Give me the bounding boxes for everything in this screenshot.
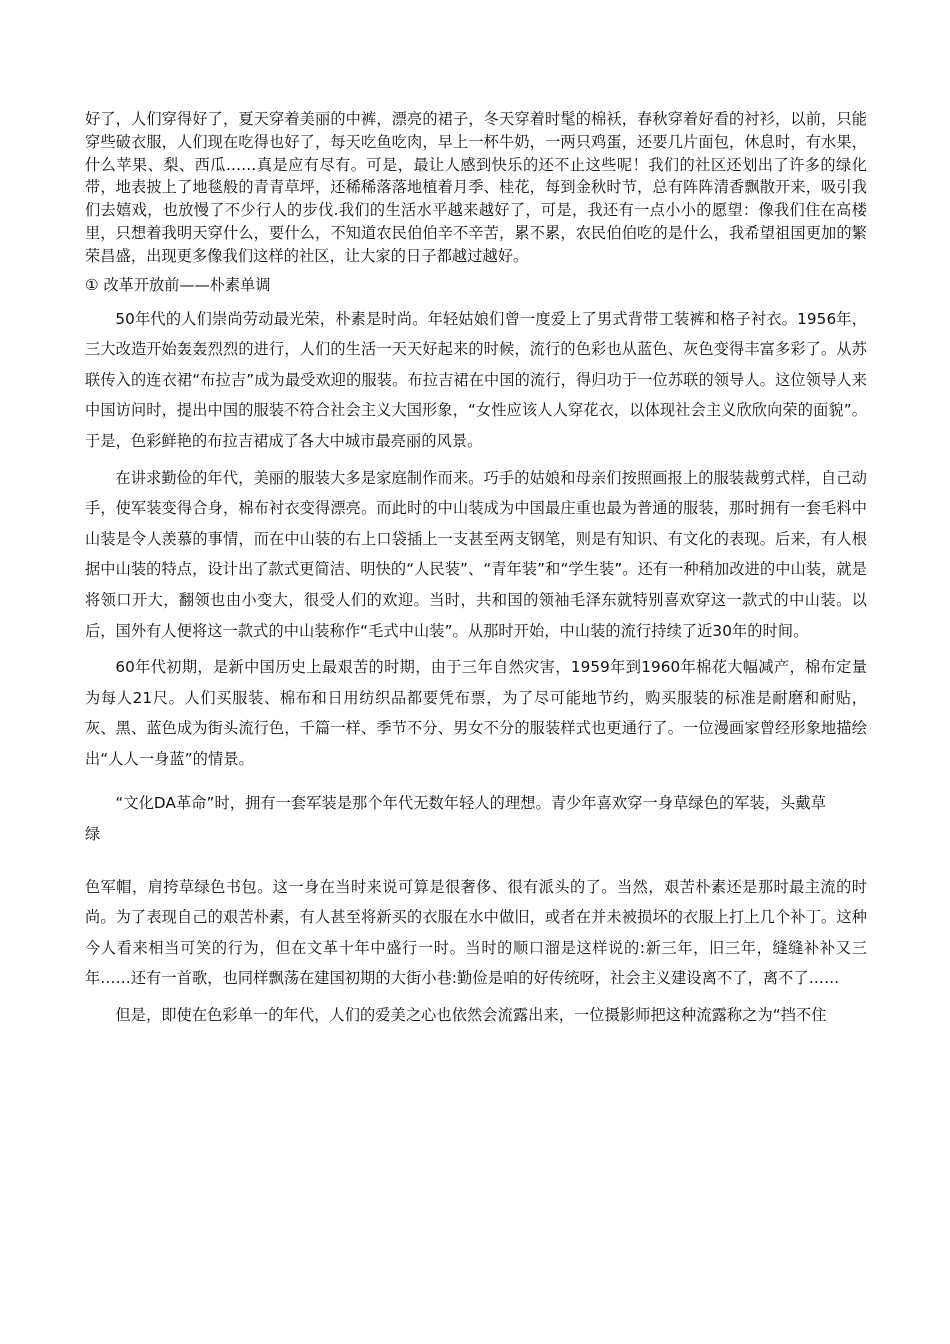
paragraph-cultural-revolution	[85, 788, 867, 849]
paragraph-1960s: 60年代初期，是新中国历史上最艰苦的时期，由于三年自然灾害，1959年到1960年棉花大幅减产，棉布定量为每人21尺。人们买服装、棉布和日用纺织品都要凭布票，为了尽可能地节约，购买服装的标准是耐磨和耐贴，灰、黑、蓝色成为街头流行色，千篇一样、季节不分、男女不分的服装样式也更通行了。一位漫画家曾经形象地描绘出“人人一身蓝”的情景。	[85, 658, 867, 768]
paragraph-cultural-revolution-line2: 绿	[85, 825, 101, 844]
paragraph-cultural-revolution-line1: “文化DA革命”时，拥有一套军装是那个年代无数年轻人的理想。青少年喜欢穿一身草绿色的军装，头戴草	[115, 794, 826, 813]
paragraph-continued: 色军帽，肩挎草绿色书包。这一身在当时来说可算是很奢侈、很有派头的了。当然，艰苦朴素还是那时最主流的时尚。为了表现自己的艰苦朴素，有人甚至将新买的衣服在水中做旧，或者在并未被损坏的衣服上打上几个补丁。这种今人看来相当可笑的行为，但在文革十年中盛行一时。当时的顺口溜是这样说的:新三年，旧三年，缝缝补补又三年……还有一首歌，也同样飘荡在建国初期的大街小巷:勤俭是咱的好传统呀，社会主义建设离不了，离不了……	[85, 877, 867, 988]
paragraph-1950s: 50年代的人们崇尚劳动最光荣，朴素是时尚。年轻姑娘们曾一度爱上了男式背带工装裤和格子衬衣。1956年，三大改造开始轰轰烈烈的进行，人们的生活一天天好起来的时候，流行的色彩也从蓝色、灰色变得丰富多彩了。从苏联传入的连衣裙“布拉吉”成为最受欢迎的服装。布拉吉裙在中国的流行，得归功于一位苏联的领导人。这位领导人来中国访问时，提出中国的服装不符合社会主义大国形象，“女性应该人人穿花衣，以体现社会主义欣欣向荣的面貌”。于是，色彩鲜艳的布拉吉裙成了各大中城市最亮丽的风景。	[85, 309, 867, 450]
paragraph-beauty: 但是，即使在色彩单一的年代，人们的爱美之心也依然会流露出来，一位摄影师把这种流露称之为“挡不住	[115, 1006, 827, 1025]
intro-paragraph: 好了，人们穿得好了，夏天穿着美丽的中裤，漂亮的裙子，冬天穿着时髦的棉袄，春秋穿着好看的衬衫，以前，只能穿些破衣服，人们现在吃得也好了，每天吃鱼吃肉，早上一杯牛奶，一两只鸡蛋，还要几片面包，休息时，有水果，什么苹果、梨、西瓜……真是应有尽有。可是，最让人感到快乐的还不止这些呢！我们的社区还划出了许多的绿化带，地表披上了地毯般的青青草坪，还稀稀落落地植着月季、桂花，每到金秋时节，总有阵阵清香飘散开来，吸引我们去嬉戏，也放慢了不少行人的步伐.我们的生活水平越来越好了，可是，我还有一点小小的愿望：像我们住在高楼里，只想着我明天穿什么，要什么，不知道农民伯伯辛不辛苦，累不累，农民伯伯吃的是什么，我希望祖国更加的繁荣昌盛，出现更多像我们这样的社区，让大家的日子都越过越好。	[85, 110, 867, 265]
section-heading: ① 改革开放前——朴素单调	[85, 275, 271, 294]
paragraph-zhongshan-suit: 在讲求勤俭的年代，美丽的服装大多是家庭制作而来。巧手的姑娘和母亲们按照画报上的服装裁剪式样，自己动手，使军装变得合身，棉布衬衣变得漂亮。而此时的中山装成为中国最庄重也最为普通的服装，那时拥有一套毛料中山装是令人羡慕的事情，而在中山装的右上口袋插上一支甚至两支钢笔，则是有知识、有文化的表现。后来，有人根据中山装的特点，设计出了款式更简洁、明快的“人民装”、“青年装”和“学生装”。还有一种稍加改进的中山装，就是将领口开大，翻领也由小变大，很受人们的欢迎。当时，共和国的领袖毛泽东就特别喜欢穿这一款式的中山装。以后，国外有人便将这一款式的中山装称作“毛式中山装”。从那时开始，中山装的流行持续了近30年的时间。	[85, 468, 867, 640]
document-page	[85, 108, 867, 1031]
